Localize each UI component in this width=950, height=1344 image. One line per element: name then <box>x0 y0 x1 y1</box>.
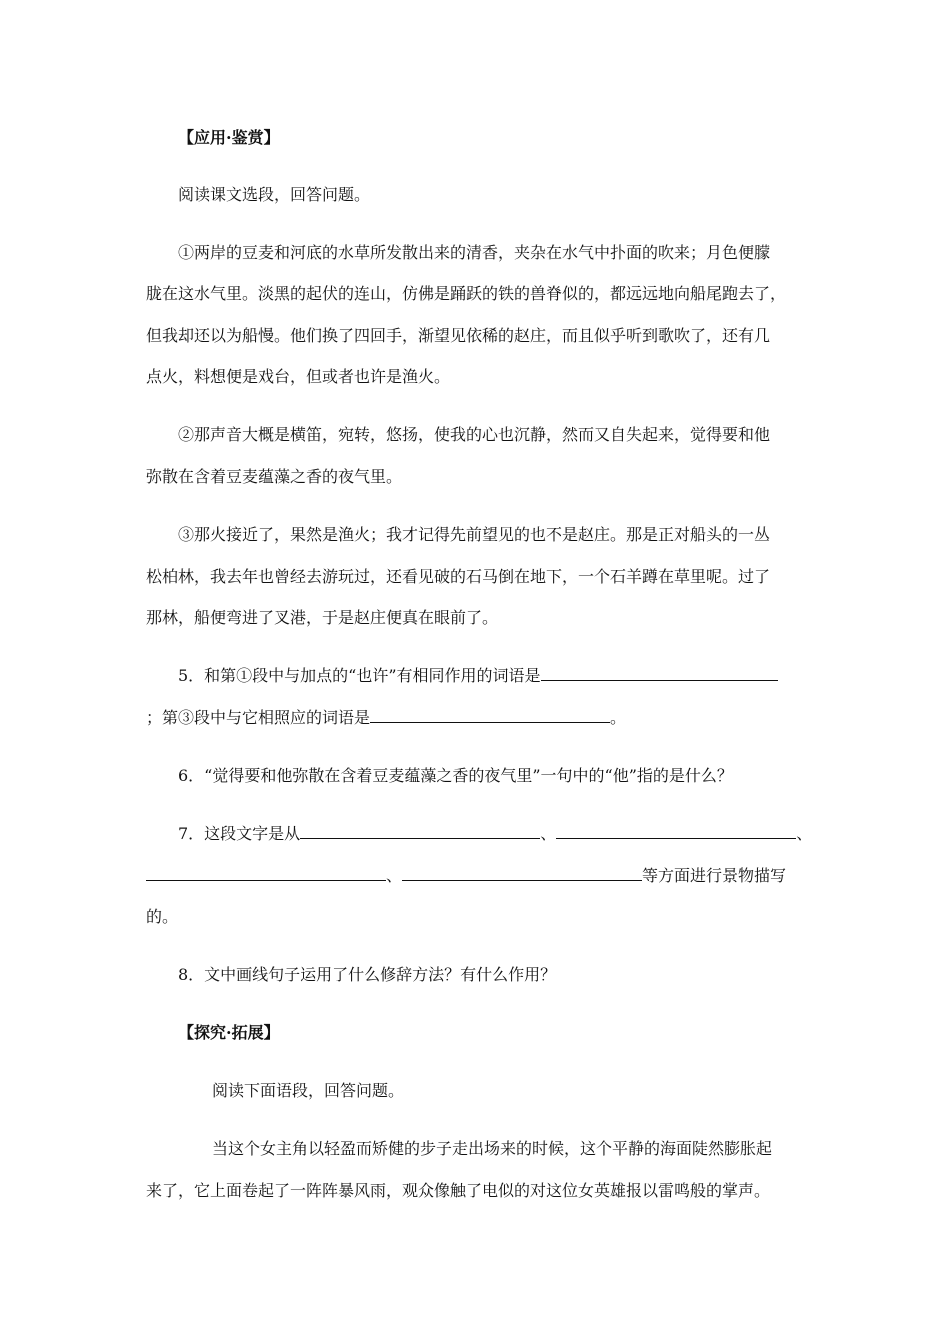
paragraph-1-line: 但我却还以为船慢。他们换了四回手，渐望见依稀的赵庄，而且似乎听到歌吹了，还有几 <box>146 326 771 345</box>
question-8: 8．文中画线句子运用了什么修辞方法？有什么作用？ <box>178 965 557 984</box>
question-5-end: 。 <box>610 708 627 727</box>
paragraph-2-line: ②那声音大概是横笛，宛转，悠扬，使我的心也沉静，然而又自失起来，觉得要和他 <box>178 425 771 444</box>
answer-blank[interactable] <box>402 866 642 881</box>
paragraph-1-line: 点火，料想便是戏台，但或者也许是渔火。 <box>146 367 451 386</box>
question-7-separator: 、 <box>386 866 403 885</box>
question-6: 6．“觉得要和他弥散在含着豆麦蕴藻之香的夜气里”一句中的“他”指的是什么？ <box>178 766 733 785</box>
section-title-explore: 【探究·拓展】 <box>178 1023 280 1042</box>
paragraph-3-line: 松柏林，我去年也曾经去游玩过，还看见破的石马倒在地下，一个石羊蹲在草里呢。过了 <box>146 567 771 586</box>
apply-intro: 阅读课文选段，回答问题。 <box>178 185 371 204</box>
explore-paragraph-line: 来了，它上面卷起了一阵阵暴风雨，观众像触了电似的对这位女英雄报以雷鸣般的掌声。 <box>146 1181 771 1200</box>
answer-blank[interactable] <box>370 708 610 723</box>
paragraph-1-line: ①两岸的豆麦和河底的水草所发散出来的清香，夹杂在水气中扑面的吹来；月色便朦 <box>178 243 771 262</box>
question-5-line-1 <box>178 666 778 686</box>
question-7-end: 的。 <box>146 907 179 926</box>
paragraph-2-line: 弥散在含着豆麦蕴藻之香的夜气里。 <box>146 467 403 486</box>
question-7-line-2 <box>146 866 786 886</box>
question-7-text: 7．这段文字是从 <box>178 824 301 843</box>
question-7-separator: 、 <box>540 824 557 843</box>
paragraph-3-line: ③那火接近了，果然是渔火；我才记得先前望见的也不是赵庄。那是正对船头的一丛 <box>178 525 771 544</box>
question-5-line-2 <box>146 708 626 728</box>
paragraph-1-line: 胧在这水气里。淡黑的起伏的连山，仿佛是踊跃的铁的兽脊似的，都远远地向船尾跑去了， <box>146 284 787 303</box>
answer-blank[interactable] <box>541 666 778 681</box>
section-title-apply: 【应用·鉴赏】 <box>178 128 280 147</box>
question-5-text: 5．和第①段中与加点的“也许”有相同作用的词语是 <box>178 666 541 685</box>
question-7-separator: 、 <box>796 824 813 843</box>
question-7-tail: 等方面进行景物描写 <box>642 866 787 885</box>
question-5-text-2: ；第③段中与它相照应的词语是 <box>146 708 371 727</box>
answer-blank[interactable] <box>146 866 386 881</box>
explore-paragraph-line: 当这个女主角以轻盈而矫健的步子走出场来的时候，这个平静的海面陡然膨胀起 <box>212 1139 773 1158</box>
answer-blank[interactable] <box>556 824 796 839</box>
explore-intro: 阅读下面语段，回答问题。 <box>212 1081 405 1100</box>
answer-blank[interactable] <box>300 824 540 839</box>
paragraph-3-line: 那林，船便弯进了叉港，于是赵庄便真在眼前了。 <box>146 608 499 627</box>
question-7-line-1 <box>178 824 812 844</box>
